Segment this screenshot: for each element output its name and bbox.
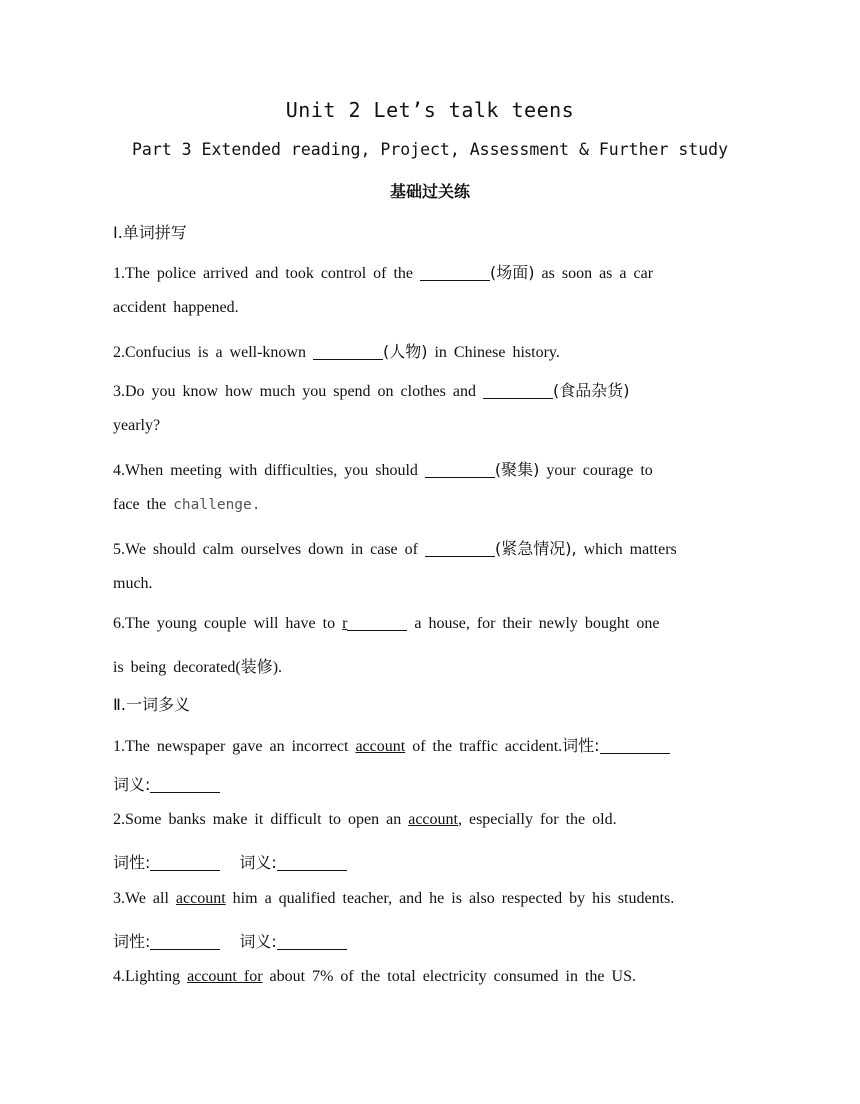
- polysemy-question-2-answers: 词性: 词义:: [113, 850, 347, 873]
- answer-blank[interactable]: [425, 540, 495, 557]
- polysemy-question-3-answers: 词性: 词义:: [113, 929, 347, 952]
- polysemy-question-4: 4.Lighting account for about 7% of the total electricity consumed in the US.: [113, 968, 636, 985]
- question-2-line-1: 2.Confucius is a well-known (人物) in Chinese history.: [113, 342, 560, 361]
- target-word: account: [355, 738, 406, 755]
- pos-blank[interactable]: [600, 737, 670, 754]
- question-6-line-1: 6.The young couple will have to r a house, for their newly bought one: [113, 615, 660, 632]
- pos-blank[interactable]: [150, 933, 220, 950]
- target-word: account: [175, 890, 226, 907]
- question-5-line-2: much.: [113, 575, 153, 592]
- meaning-blank[interactable]: [150, 776, 220, 793]
- polysemy-question-2: 2.Some banks make it difficult to open an account, especially for the old.: [113, 811, 617, 828]
- question-4-line-2: face the challenge.: [113, 496, 261, 513]
- section-heading-polysemy: Ⅱ.一词多义: [113, 695, 190, 714]
- first-letter-hint: r: [342, 615, 348, 632]
- question-1-line-2: accident happened.: [113, 299, 239, 316]
- answer-blank[interactable]: [347, 614, 407, 631]
- polysemy-question-1: 1.The newspaper gave an incorrect account of the traffic accident.词性:: [113, 733, 670, 756]
- question-5-line-1: 5.We should calm ourselves down in case of (紧急情况), which matters: [113, 539, 677, 558]
- target-word: account for: [187, 968, 263, 985]
- part-subtitle: Part 3 Extended reading, Project, Assessment & Further study: [131, 140, 729, 159]
- question-3-line-1: 3.Do you know how much you spend on clothes and (食品杂货): [113, 381, 630, 400]
- answer-blank[interactable]: [420, 264, 490, 281]
- polysemy-question-1-meaning: 词义:: [113, 772, 220, 795]
- practice-heading: 基础过关练: [389, 182, 470, 201]
- question-1-line-1: 1.The police arrived and took control of the (场面) as soon as a car: [113, 263, 654, 282]
- unit-title: Unit 2 Let’s talk teens: [285, 98, 575, 122]
- question-4-line-1: 4.When meeting with difficulties, you should (聚集) your courage to: [113, 460, 653, 479]
- meaning-blank[interactable]: [277, 933, 347, 950]
- target-word: account: [408, 811, 458, 828]
- answer-blank[interactable]: [425, 461, 495, 478]
- answer-blank[interactable]: [313, 343, 383, 360]
- section-heading-spelling: Ⅰ.单词拼写: [113, 223, 187, 242]
- meaning-blank[interactable]: [277, 854, 347, 871]
- question-6-line-2: is being decorated(装修).: [113, 659, 283, 676]
- pos-blank[interactable]: [150, 854, 220, 871]
- answer-blank[interactable]: [483, 382, 553, 399]
- question-3-line-2: yearly?: [113, 417, 161, 434]
- polysemy-question-3: 3.We all account him a qualified teacher, and he is also respected by his students.: [113, 890, 675, 907]
